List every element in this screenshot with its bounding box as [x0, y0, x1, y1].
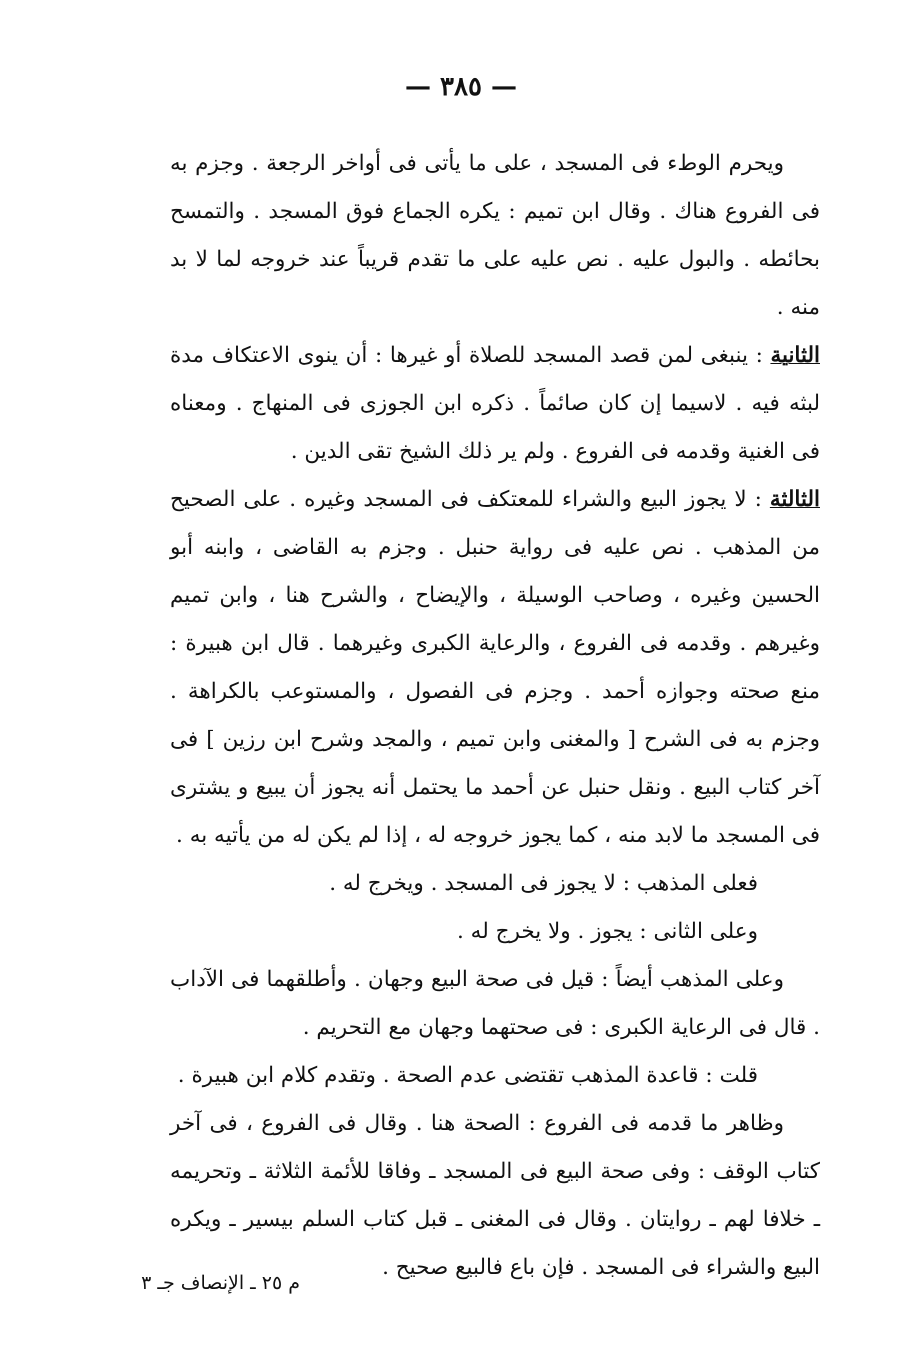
paragraph-5 [170, 908, 820, 956]
paragraph-text: ويحرم الوطء فى المسجد ، على ما يأتى فى أواخر الرجعة . وجزم به فى الفروع هناك . وقال ابن تميم : يكره الجماع فوق المسجد . والتمسح بحائطه . والبول عليه . نص عليه على ما تقدم قريباً عند خروجه لما لا بد منه . [170, 151, 820, 320]
paragraph-text: وعلى المذهب أيضاً : قيل فى صحة البيع وجهان . وأطلقهما فى الآداب . قال فى الرعاية الكبرى : فى صحتهما وجهان مع التحريم . [170, 967, 820, 1040]
paragraph-1 [170, 140, 820, 332]
paragraph-7 [170, 1052, 820, 1100]
paragraph-text: فعلى المذهب : لا يجوز فى المسجد . ويخرج له . [329, 871, 758, 896]
paragraph-text: وظاهر ما قدمه فى الفروع : الصحة هنا . وقال فى الفروع ، فى آخر كتاب الوقف : وفى صحة البيع فى المسجد ـ وفاقا للأئمة الثلاثة ـ وتحريمه ـ خلافا لهم ـ روايتان . وقال فى المغنى ـ قبل كتاب السلم بيسير ـ ويكره البيع والشراء فى المسجد . فإن باع فالبيع صحيح . [170, 1111, 820, 1280]
section-term: الثانية [770, 343, 820, 368]
paragraph-text: : ينبغى لمن قصد المسجد للصلاة أو غيرها : أن ينوى الاعتكاف مدة لبثه فيه . لاسيما إن كان صائماً . ذكره ابن الجوزى فى المنهاج . ومعناه فى الغنية وقدمه فى الفروع . ولم ير ذلك الشيخ تقى الدين . [170, 343, 820, 464]
paragraph-4 [170, 860, 820, 908]
paragraph-text: : لا يجوز البيع والشراء للمعتكف فى المسجد وغيره . على الصحيح من المذهب . نص عليه فى رواية حنبل . وجزم به القاضى ، وابنه أبو الحسين وغيره ، وصاحب الوسيلة ، والإيضاح ، والشرح هنا ، وابن تميم وغيرهم . وقدمه فى الفروع ، والرعاية الكبرى وغيرهما . قال ابن هبيرة : منع صحته وجوازه أحمد . وجزم فى الفصول ، والمستوعب بالكراهة . وجزم به فى الشرح [ والمغنى وابن تميم ، والمجد وشرح ابن رزين ] فى آخر كتاب البيع . ونقل حنبل عن أحمد ما يحتمل أنه يجوز أن يبيع و يشترى فى المسجد ما لابد منه ، كما يجوز خروجه له ، إذا لم يكن له من يأتيه به . [170, 487, 820, 848]
page-body [170, 140, 820, 1292]
paragraph-2 [170, 332, 820, 476]
paragraph-6 [170, 956, 820, 1052]
section-term: الثالثة [769, 487, 820, 512]
signature-mark: م ٢٥ ـ الإنصاف جـ ٣ [141, 1272, 300, 1294]
paragraph-3 [170, 476, 820, 860]
page-number: — ٣٨٥ — [404, 72, 518, 102]
paragraph-8 [170, 1100, 820, 1292]
paragraph-text: قلت : قاعدة المذهب تقتضى عدم الصحة . وتقدم كلام ابن هبيرة . [177, 1063, 758, 1088]
paragraph-text: وعلى الثانى : يجوز . ولا يخرج له . [457, 919, 758, 944]
